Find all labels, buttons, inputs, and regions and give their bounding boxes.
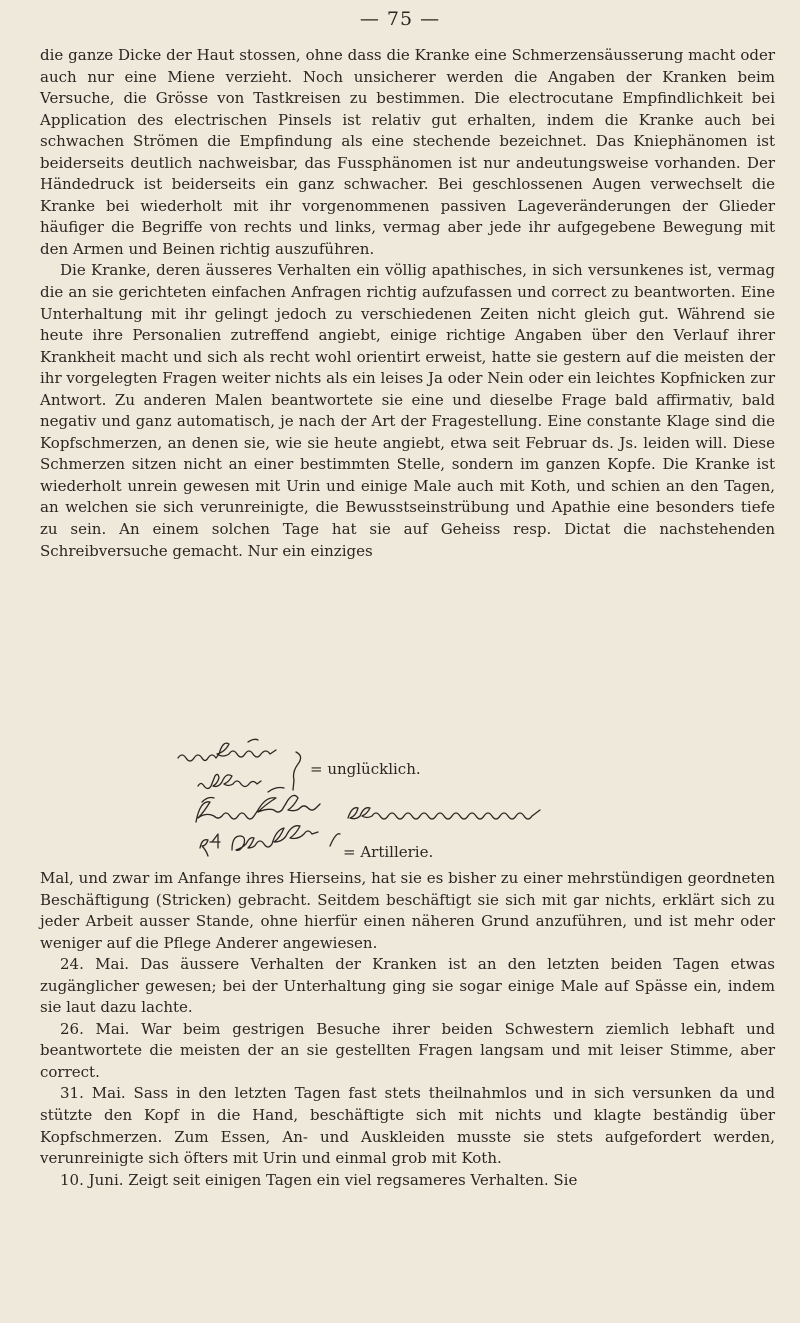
paragraph: 10. Juni. Zeigt seit einigen Tagen ein viel regsameres Verhalten. Sie	[60, 1170, 578, 1189]
page-number: — 75 —	[359, 8, 441, 30]
handwriting-stroke	[268, 788, 284, 793]
handwriting-translation: = Artillerie.	[343, 843, 434, 861]
handwriting-stroke	[232, 826, 318, 851]
paragraph: 31. Mai. Sass in den letzten Tagen fast stets theilnahmlos und in sich versunken da und stützte den Kopf in die Hand, beschäftigte sich mit nichts und klagte beständig über Kopfschmerzen. Zum Essen, An- und Auskleiden musste sie stets aufgefordert werden, verunreinigte sich öfters mit Urin und einmal grob mit Koth.	[40, 1084, 775, 1168]
text-block-bottom	[40, 868, 775, 1191]
paragraph: die ganze Dicke der Haut stossen, ohne dass die Kranke eine Schmerzensäusserung macht oder auch nur eine Miene verzieht. Noch unsicherer werden die Angaben der Kranken beim Versuche, die Grösse von Tastkreisen zu bestimmen. Die electrocutane Empfindlichkeit bei Application des electrischen Pinsels ist relativ gut erhalten, indem die Kranke auch bei schwachen Strömen die Empfindung als eine stechende bezeichnet. Das Kniephänomen ist beiderseits deutlich nachweisbar, das Fussphänomen ist nur andeutungsweise vorhanden. Der Händedruck ist beiderseits ein ganz schwacher. Bei geschlossenen Augen verwechselt die Kranke bei wiederholt mit ihr vorgenommenen passiven Lageveränderungen der Glieder häufiger die Begriffe von rechts und links, vermag aber jede ihr aufgegebene Bewegung mit den Armen und Beinen richtig auszuführen.	[40, 46, 775, 258]
paragraph: 26. Mai. War beim gestrigen Besuche ihrer beiden Schwestern ziemlich lebhaft und beantwortete die meisten der an sie gestellten Fragen langsam und mit leiser Stimme, aber correct.	[40, 1019, 775, 1081]
handwriting-stroke	[198, 774, 261, 788]
handwriting-stroke	[248, 739, 258, 742]
handwriting-stroke	[330, 834, 340, 846]
handwriting-stroke	[196, 795, 320, 822]
handwriting-stroke	[200, 840, 208, 856]
handwriting-translation: = unglücklich.	[310, 760, 421, 778]
handwriting-stroke	[293, 752, 301, 790]
handwriting-stroke	[210, 834, 220, 848]
handwriting-stroke	[178, 743, 276, 761]
paragraph: Die Kranke, deren äusseres Verhalten ein völlig apathisches, in sich versunkenes ist, vermag die an sie gerichteten einfachen Anfragen richtig aufzufassen und correct zu beantworten. Eine Unterhaltung mit ihr gelingt jedoch zu verschiedenen Zeiten nicht gleich gut. Während sie heute ihre Personalien zutreffend angiebt, einige richtige Angaben über den Verlauf ihrer Krankheit macht und sich als recht wohl orientirt erweist, hatte sie gestern auf die meisten der ihr vorgelegten Fragen weiter nichts als ein leises Ja oder Nein oder ein leichtes Kopfnicken zur Antwort. Zu anderen Malen beantwortete sie eine und dieselbe Frage bald affirmativ, bald negativ und ganz automatisch, je nach der Art der Fragestellung. Eine constante Klage sind die Kopfschmerzen, an denen sie, wie sie heute angiebt, etwa seit Februar ds. Js. leiden will. Diese Schmerzen sitzen nicht an einer bestimmten Stelle, sondern im ganzen Kopfe. Die Kranke ist wiederholt unrein gewesen mit Urin und einige Male auch mit Koth, und schien an den Tagen, an welchen sie sich verunreinigte, die Bewusstseinstrübung und Apathie eine besonders tiefe zu sein. An einem solchen Tage hat sie auf Geheiss resp. Dictat die nachstehenden Schreibversuche gemacht. Nur ein einziges	[40, 261, 775, 560]
paragraph: Mal, und zwar im Anfange ihres Hierseins, hat sie es bisher zu einer mehrstündigen geordneten Beschäftigung (Stricken) gebracht. Seitdem beschäftigt sie sich mit gar nichts, erklärt sich zu jeder Arbeit ausser Stande, ohne hierfür einen näheren Grund anzuführen, und ist mehr oder weniger auf die Pflege Anderer angewiesen.	[40, 869, 775, 952]
handwriting-stroke	[348, 808, 540, 819]
paragraph: 24. Mai. Das äussere Verhalten der Kranken ist an den letzten beiden Tagen etwas zugänglicher gewesen; bei der Unterhaltung ging sie sogar einige Male auf Spässe ein, indem sie laut dazu lachte.	[40, 955, 775, 1017]
